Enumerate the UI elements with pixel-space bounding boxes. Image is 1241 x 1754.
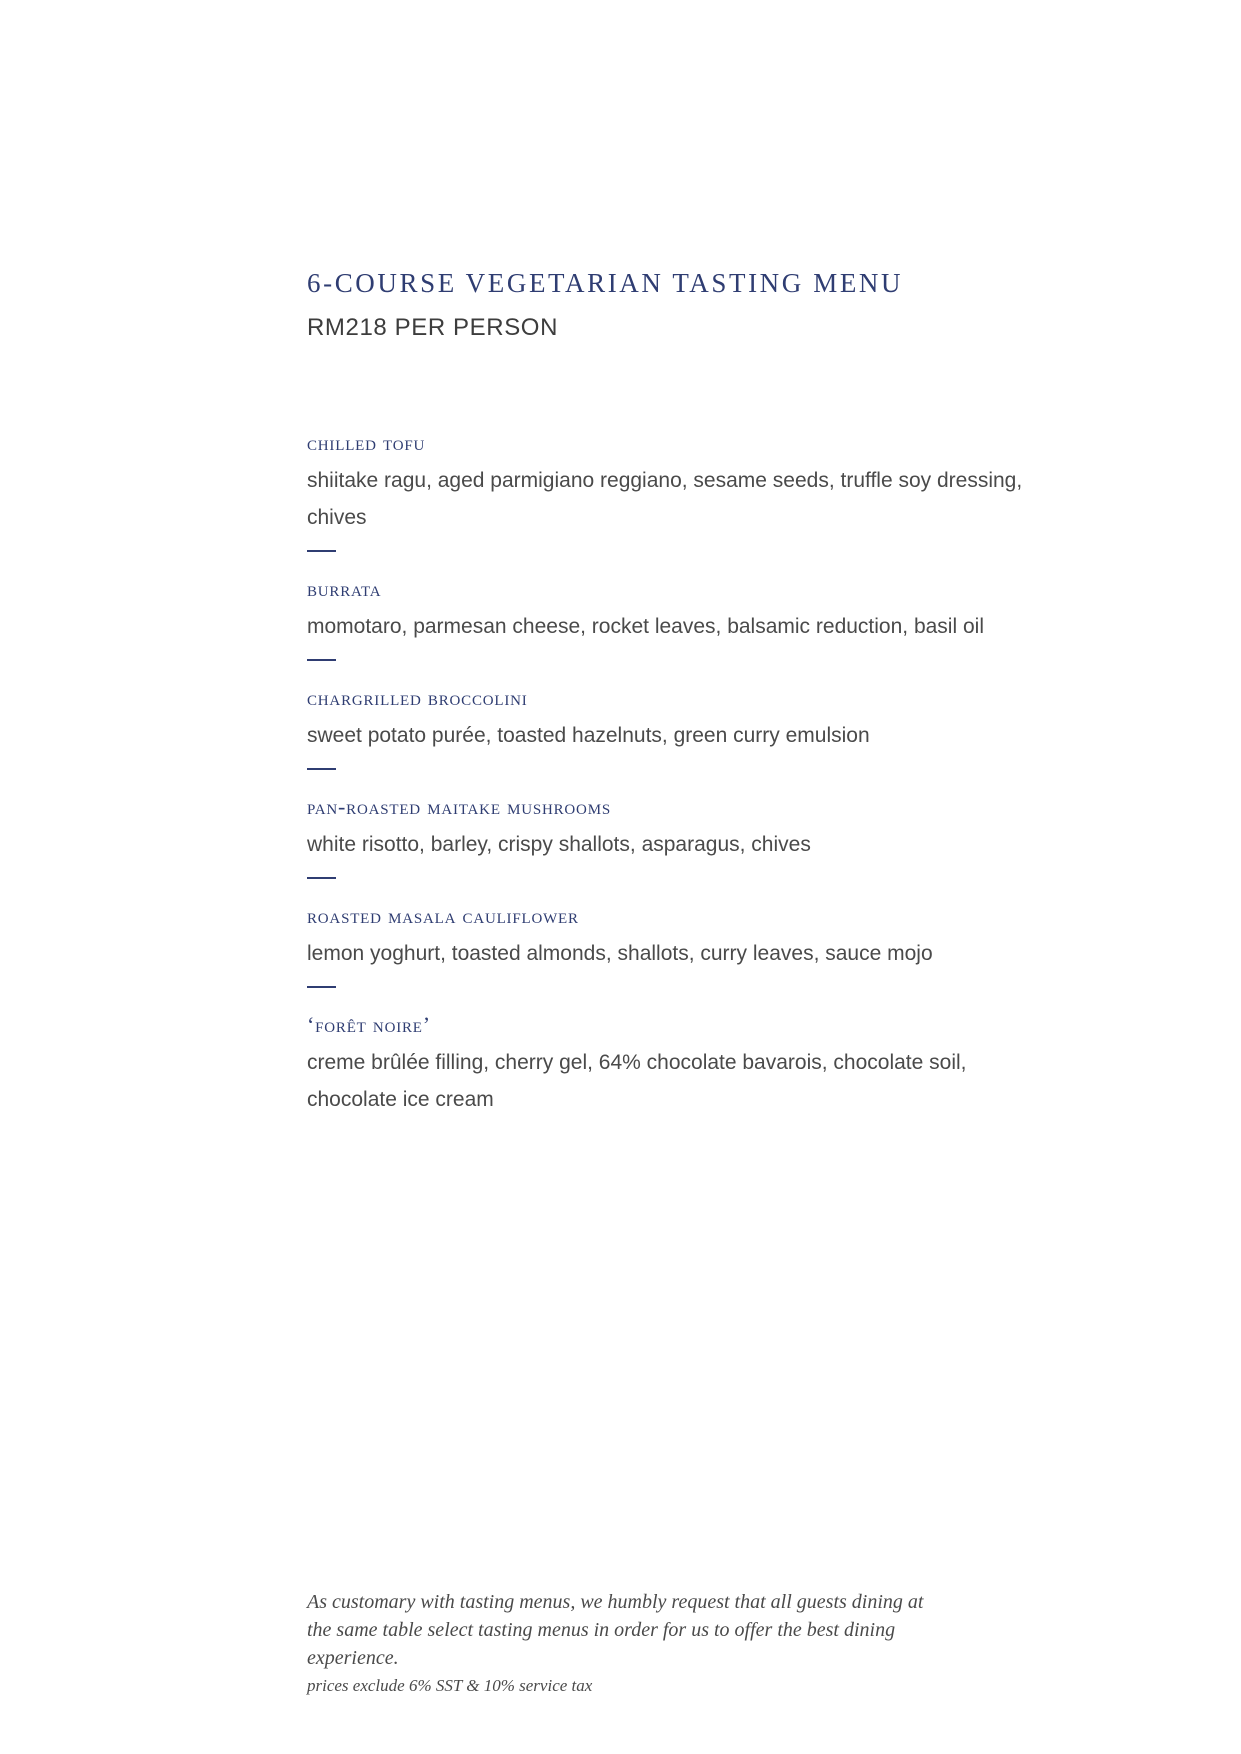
course-item [307,687,1027,754]
course-name: chargrilled broccolini [307,685,528,710]
course-description: shiitake ragu, aged parmigiano reggiano, sesame seeds, truffle soy dressing, chives [307,469,1023,529]
course-description: white risotto, barley, crispy shallots, asparagus, chives [307,833,811,856]
course-item [307,905,1027,972]
menu-price: RM218 PER PERSON [307,314,559,341]
course-name: chilled tofu [307,430,426,455]
course-description: creme brûlée filling, cherry gel, 64% chocolate bavarois, chocolate soil, chocolate ice cream [307,1051,967,1111]
tax-note: prices exclude 6% SST & 10% service tax [307,1676,593,1695]
course-list [307,432,1027,1118]
course-name: pan-roasted maitake mushrooms [307,794,611,819]
tasting-menu-note: As customary with tasting menus, we humbly request that all guests dining at the same table select tasting menus in order for us to offer the best dining experience. [307,1591,924,1669]
course-description: momotaro, parmesan cheese, rocket leaves, balsamic reduction, basil oil [307,615,984,638]
menu-title: 6-COURSE VEGETARIAN TASTING MENU [307,268,904,298]
course-description: sweet potato purée, toasted hazelnuts, green curry emulsion [307,724,870,747]
course-name: roasted masala cauliflower [307,903,579,928]
course-item [307,796,1027,863]
course-item [307,578,1027,645]
course-divider [307,986,336,988]
course-divider [307,768,336,770]
course-divider [307,550,336,552]
course-name: burrata [307,576,382,601]
course-item [307,1014,1027,1118]
course-description: lemon yoghurt, toasted almonds, shallots, curry leaves, sauce mojo [307,942,933,965]
course-divider [307,877,336,879]
course-name: ‘forêt noire’ [307,1012,431,1037]
course-divider [307,659,336,661]
course-item [307,432,1027,536]
